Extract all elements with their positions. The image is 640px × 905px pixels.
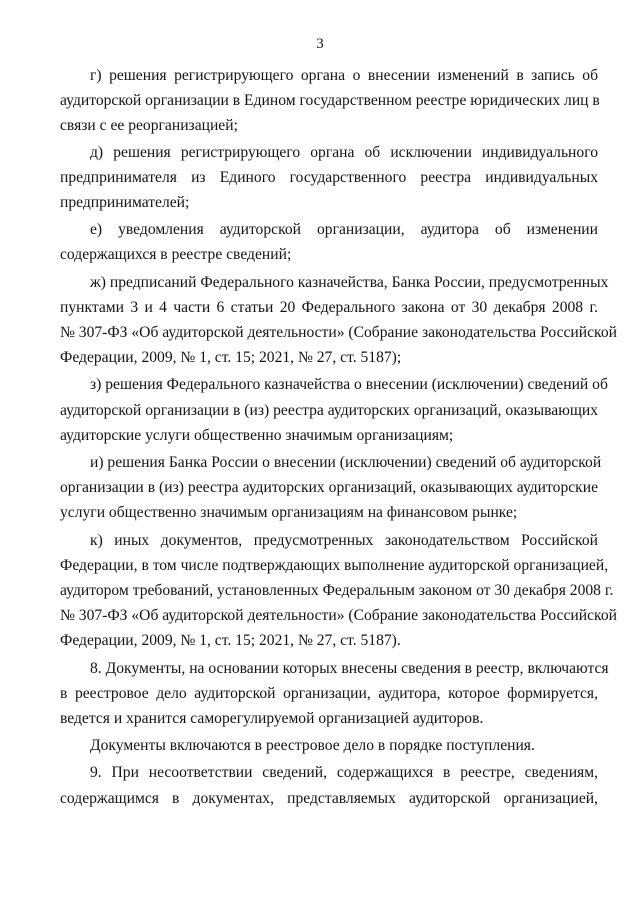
text-line: предпринимателя из Единого государственного реестра индивидуальных [60, 168, 598, 186]
paragraph-d [60, 140, 598, 216]
text-line: организации в (из) реестра аудиторских организаций, оказывающих аудиторские [60, 479, 598, 497]
text-line: связи с ее реорганизацией; [60, 117, 238, 135]
text-line: Федерации, в том числе подтверждающих выполнение аудиторской организацией, [60, 556, 609, 574]
text-line: и) решения Банка России о внесении (исключении) сведений об аудиторской [90, 454, 602, 472]
text-line: аудиторской организации в (из) реестра аудиторских организаций, оказывающих [60, 401, 598, 419]
text-line: № 307-ФЗ «Об аудиторской деятельности» (Собрание законодательства Российской [60, 607, 617, 625]
paragraph-zh [60, 270, 617, 371]
paragraph-i [60, 450, 602, 526]
text-line: содержащихся в реестре сведений; [60, 246, 292, 264]
text-line: № 307-ФЗ «Об аудиторской деятельности» (Собрание законодательства Российской [60, 324, 617, 342]
text-line: Федерации, 2009, № 1, ст. 15; 2021, № 27, ст. 5187); [60, 349, 402, 367]
text-line: ведется и хранится саморегулируемой организацией аудиторов. [60, 710, 484, 728]
text-line: Документы включаются в реестровое дело в порядке поступления. [90, 737, 535, 755]
text-line: Федерации, 2009, № 1, ст. 15; 2021, № 27, ст. 5187). [60, 632, 401, 650]
paragraph-z [60, 372, 608, 448]
document-body [60, 63, 617, 813]
text-line: к) иных документов, предусмотренных законодательством Российской [90, 531, 598, 549]
text-line: з) решения Федерального казначейства о внесении (исключении) сведений об [90, 376, 608, 394]
text-line: 9. При несоответствии сведений, содержащихся в реестре, сведениям, [90, 764, 598, 782]
text-line: пунктами 3 и 4 части 6 статьи 20 Федерального закона от 30 декабря 2008 г. [60, 298, 598, 316]
text-line: ж) предписаний Федерального казначейства, Банка России, предусмотренных [90, 273, 609, 291]
text-line: предпринимателей; [60, 194, 190, 212]
text-line: д) решения регистрирующего органа об исключении индивидуального [90, 143, 598, 161]
page-number: 3 [316, 36, 324, 52]
text-line: услуги общественно значимым организациям на финансовом рынке; [60, 504, 518, 522]
text-line: г) решения регистрирующего органа о внесении изменений в запись об [90, 67, 598, 84]
text-line: е) уведомления аудиторской организации, аудитора об изменении [90, 221, 598, 239]
paragraph-k [60, 528, 617, 654]
text-line: в реестровое дело аудиторской организации, аудитора, которое формируется, [60, 684, 598, 702]
text-line: аудиторской организации в Едином государственном реестре юридических лиц в [60, 92, 600, 110]
paragraph-e [60, 217, 598, 267]
text-line: содержащимся в документах, представляемых аудиторской организацией, [60, 789, 598, 807]
text-line: 8. Документы, на основании которых внесены сведения в реестр, включаются [90, 659, 609, 677]
paragraph-8-note [90, 733, 598, 758]
text-line: аудиторские услуги общественно значимым организациям; [60, 426, 454, 444]
paragraph-g [60, 63, 600, 139]
text-line: аудитором требований, установленных Федеральным законом от 30 декабря 2008 г. [60, 582, 614, 600]
paragraph-8 [60, 656, 609, 732]
paragraph-9 [60, 760, 598, 810]
